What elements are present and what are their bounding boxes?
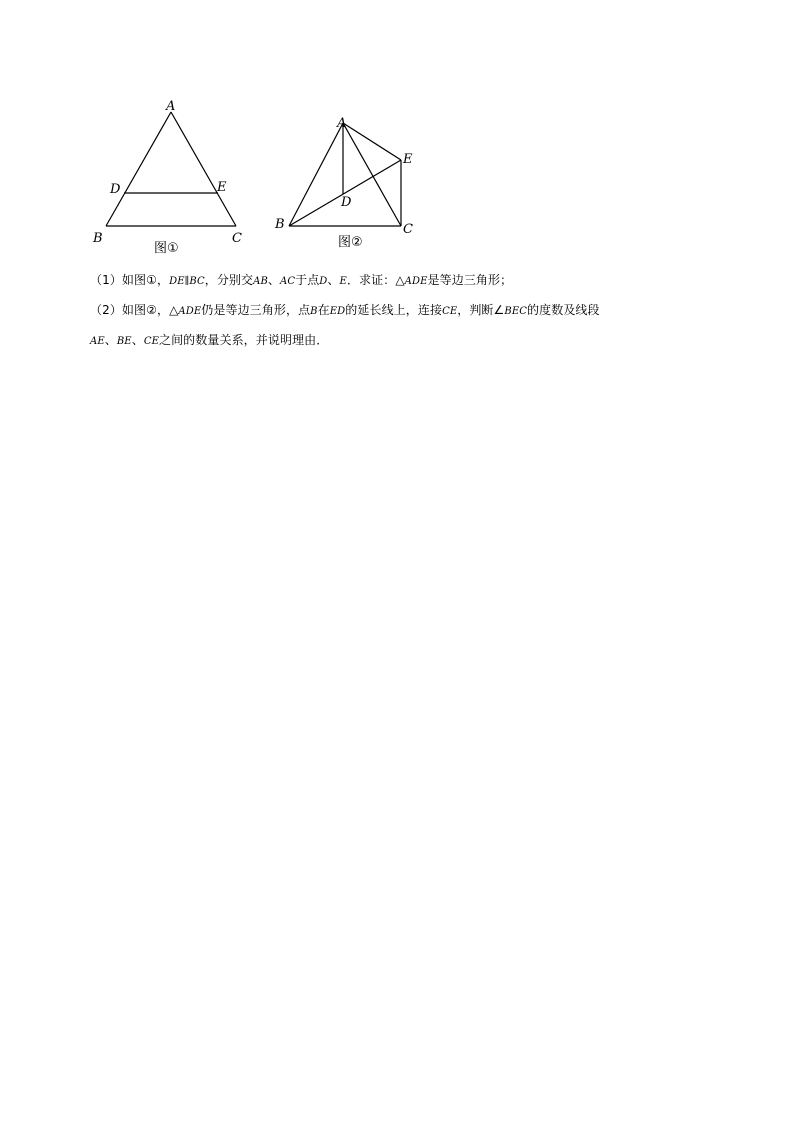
figure-1 xyxy=(80,92,260,262)
figure-2 xyxy=(270,92,450,262)
segment-ae xyxy=(343,123,401,160)
figures-row xyxy=(80,92,440,262)
label-a: A xyxy=(337,116,347,131)
problem-part-2: （2）如图②，△ADE仍是等边三角形，点B在ED的延长线上，连接CE，判断∠BEC的度数及线段 xyxy=(90,303,600,317)
label-b: B xyxy=(275,217,285,232)
problem-part-2-continued: AE、BE、CE之间的数量关系，并说明理由． xyxy=(90,333,329,347)
label-a: A xyxy=(166,99,176,114)
figure-1-caption: 图① xyxy=(154,241,179,256)
segment-ac xyxy=(171,112,236,226)
label-c: C xyxy=(403,222,413,237)
label-c: C xyxy=(232,231,242,246)
segment-ac xyxy=(343,123,401,226)
label-e: E xyxy=(403,152,413,167)
figure-2-caption: 图② xyxy=(338,235,363,250)
label-b: B xyxy=(93,231,103,246)
segment-ab xyxy=(106,112,171,226)
problem-text xyxy=(90,266,730,356)
label-e: E xyxy=(217,180,227,195)
label-d: D xyxy=(110,182,121,197)
label-d: D xyxy=(341,195,352,210)
problem-part-1: （1）如图①，DE∥BC，分别交AB、AC于点D、E．求证：△ADE是等边三角形； xyxy=(90,273,513,287)
